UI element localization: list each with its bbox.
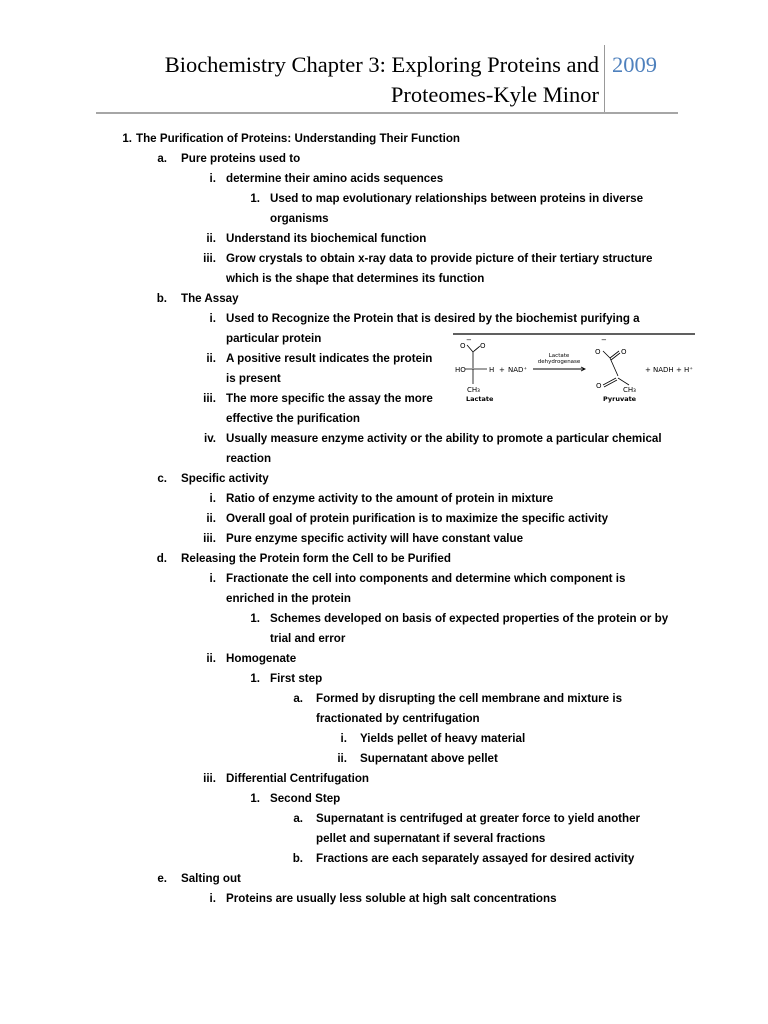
outline-text: trial and error — [270, 632, 346, 645]
lactate-label: Lactate — [466, 395, 494, 403]
outline-text: First step — [270, 672, 323, 685]
outline-text: effective the purification — [226, 412, 360, 425]
outline-text: The Purification of Proteins: Understanding Their Function — [136, 132, 460, 145]
outline-marker: c. — [157, 472, 167, 485]
outline-marker: e. — [157, 872, 167, 885]
outline-text: reaction — [226, 452, 272, 465]
outline-text: Salting out — [181, 872, 241, 885]
outline-marker: b. — [292, 852, 303, 865]
title-line-2: Proteomes-Kyle Minor — [390, 82, 599, 107]
outline-marker: iv. — [203, 432, 216, 445]
outline-marker: ii. — [206, 232, 216, 245]
outline-marker: i. — [340, 732, 347, 745]
outline-text: Ratio of enzyme activity to the amount of protein in mixture — [226, 492, 554, 505]
nad-plus: NAD⁺ — [508, 366, 528, 374]
outline-marker: 1. — [250, 792, 260, 805]
outline-text: organisms — [270, 212, 329, 225]
outline-marker: a. — [293, 812, 303, 825]
outline-text: pellet and supernatant if several fractions — [316, 832, 546, 845]
outline-marker: ii. — [206, 512, 216, 525]
reaction-figure — [453, 330, 695, 416]
outline-text: Usually measure enzyme activity or the ability to promote a particular chemical — [226, 432, 662, 445]
pyruvate-o-1: O — [595, 348, 601, 356]
outline-text: Used to map evolutionary relationships between proteins in diverse — [270, 192, 644, 205]
outline-text: The more specific the assay the more — [226, 392, 433, 405]
outline-text: The Assay — [181, 292, 239, 305]
pyruvate-label: Pyruvate — [603, 395, 637, 403]
outline-text: Specific activity — [181, 472, 269, 485]
outline-marker: ii. — [337, 752, 347, 765]
outline-text: determine their amino acids sequences — [226, 172, 444, 185]
outline-marker: b. — [156, 292, 167, 305]
outline-marker: i. — [209, 492, 216, 505]
lactate-o-minus: − — [466, 336, 472, 344]
enzyme-name-2: dehydrogenase — [537, 359, 581, 365]
outline-marker: 1. — [122, 132, 132, 145]
lactate-to-pyruvate-reaction — [453, 330, 695, 416]
outline-text: is present — [226, 372, 281, 385]
pyruvate-o-minus: − — [601, 336, 607, 344]
outline-text: fractionated by centrifugation — [316, 712, 480, 725]
title-line-1: Biochemistry Chapter 3: Exploring Proteins and — [164, 52, 599, 77]
outline-text: Pure enzyme specific activity will have constant value — [226, 532, 524, 545]
outline-text: Differential Centrifugation — [226, 772, 369, 785]
outline-text: Releasing the Protein form the Cell to be Purified — [181, 552, 451, 565]
plus-1: + — [499, 366, 505, 374]
outline-marker: i. — [209, 892, 216, 905]
lactate-o-2: O — [480, 342, 486, 350]
outline-marker: i. — [209, 312, 216, 325]
outline-text: enriched in the protein — [226, 592, 351, 605]
pyruvate-ch3: CH₃ — [623, 386, 636, 394]
lactate-ho: HO — [455, 366, 466, 374]
outline-text: which is the shape that determines its function — [226, 272, 485, 285]
outline-text: Fractions are each separately assayed for desired activity — [316, 852, 635, 865]
outline-marker: iii. — [203, 392, 216, 405]
outline-marker: iii. — [203, 772, 216, 785]
outline-text: Formed by disrupting the cell membrane and mixture is — [316, 692, 623, 705]
outline-text: Understand its biochemical function — [226, 232, 427, 245]
outline-text: A positive result indicates the protein — [226, 352, 433, 365]
outline-marker: 1. — [250, 192, 260, 205]
lactate-ch3: CH₃ — [467, 386, 480, 394]
lactate-o-1: O — [460, 342, 466, 350]
outline-marker: i. — [209, 572, 216, 585]
outline-text: particular protein — [226, 332, 322, 345]
outline-text: Fractionate the cell into components and determine which component is — [226, 572, 626, 585]
header-divider — [604, 45, 605, 113]
outline-text: Pure proteins used to — [181, 152, 301, 165]
outline-text: Yields pellet of heavy material — [360, 732, 526, 745]
outline-text: Proteins are usually less soluble at high salt concentrations — [226, 892, 557, 905]
outline-marker: iii. — [203, 532, 216, 545]
header-rule — [96, 112, 678, 114]
outline-marker: d. — [156, 552, 167, 565]
outline-text: Homogenate — [226, 652, 297, 665]
outline-marker: 1. — [250, 672, 260, 685]
h-plus: H⁺ — [684, 366, 693, 374]
outline-text: Used to Recognize the Protein that is desired by the biochemist purifying a — [226, 312, 640, 325]
outline-marker: i. — [209, 172, 216, 185]
outline-text: Supernatant is centrifuged at greater force to yield another — [316, 812, 641, 825]
nadh: NADH — [653, 366, 674, 374]
outline-marker: a. — [293, 692, 303, 705]
plus-3: + — [676, 366, 682, 374]
outline-marker: ii. — [206, 652, 216, 665]
outline-marker: a. — [157, 152, 167, 165]
document-year: 2009 — [612, 52, 657, 77]
outline-text: Supernatant above pellet — [360, 752, 498, 765]
lactate-h: H — [489, 366, 495, 374]
pyruvate-o-3: O — [596, 382, 602, 390]
outline-marker: ii. — [206, 352, 216, 365]
enzyme-name-1: Lactate — [548, 353, 570, 359]
outline-text: Overall goal of protein purification is to maximize the specific activity — [226, 512, 609, 525]
outline-text: Second Step — [270, 792, 341, 805]
pyruvate-o-2: O — [621, 348, 627, 356]
outline-marker: iii. — [203, 252, 216, 265]
outline-marker: 1. — [250, 612, 260, 625]
outline-text: Grow crystals to obtain x-ray data to provide picture of their tertiary structure — [226, 252, 653, 265]
plus-2: + — [645, 366, 651, 374]
outline-text: Schemes developed on basis of expected properties of the protein or by — [270, 612, 669, 625]
document-title — [96, 50, 599, 110]
